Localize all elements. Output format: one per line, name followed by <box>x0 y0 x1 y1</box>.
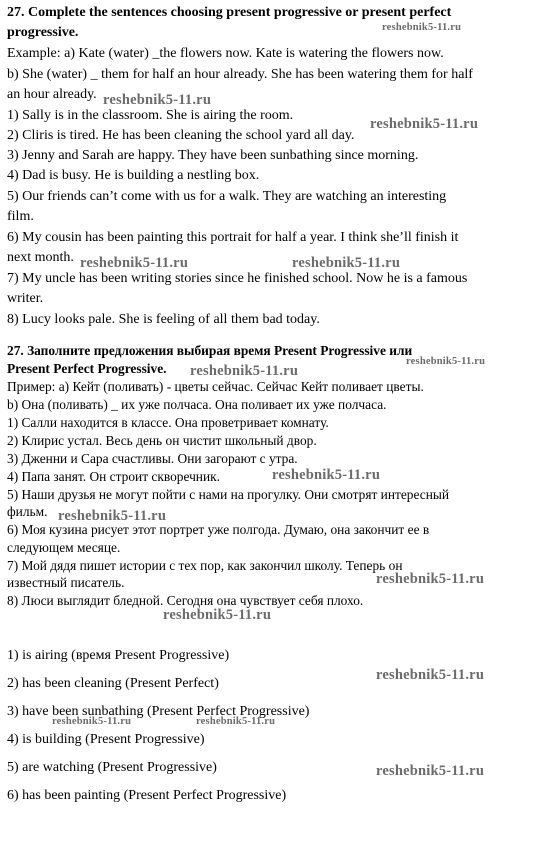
russian-sentence-1: 1) Салли находится в классе. Она проветривает комнату. <box>7 415 329 430</box>
watermark: reshebnik5-11.ru <box>292 255 401 271</box>
watermark: reshebnik5-11.ru <box>103 92 212 108</box>
russian-sentence-4: 4) Папа занят. Он строит скворечник. <box>7 469 220 484</box>
russian-sentence-6: 6) Моя кузина рисует этот портрет уже полгода. Думаю, она закончит ее в <box>7 522 430 537</box>
english-example-b: b) She (water) _ them for half an hour already. She has been watering them for half <box>7 67 473 82</box>
russian-example-b: b) Она (поливать) _ их уже полчаса. Она поливает их уже полчаса. <box>7 397 387 412</box>
russian-sentence-6-cont: следующем месяце. <box>7 540 121 555</box>
watermark: reshebnik5-11.ru <box>80 255 189 271</box>
answer-4: 4) is building (Present Progressive) <box>7 732 205 747</box>
english-example-b-cont: an hour already. <box>7 87 97 102</box>
watermark: reshebnik5-11.ru <box>406 356 486 367</box>
watermark: reshebnik5-11.ru <box>376 667 485 683</box>
english-heading-line-1: 27. Complete the sentences choosing present progressive or present perfect <box>7 5 452 20</box>
watermark: reshebnik5-11.ru <box>370 116 479 132</box>
russian-heading-line-1: 27. Заполните предложения выбирая время Present Progressive или <box>7 343 413 358</box>
english-sentence-6: 6) My cousin has been painting this portrait for half a year. I think she’ll finish it <box>7 230 459 245</box>
english-sentence-1: 1) Sally is in the classroom. She is airing the room. <box>7 108 294 123</box>
english-sentence-7-cont: writer. <box>7 291 44 306</box>
watermark: reshebnik5-11.ru <box>196 716 276 727</box>
watermark: reshebnik5-11.ru <box>52 716 132 727</box>
answer-5: 5) are watching (Present Progressive) <box>7 760 217 775</box>
watermark: reshebnik5-11.ru <box>272 467 381 483</box>
english-sentence-5: 5) Our friends can’t come with us for a walk. They are watching an interesting <box>7 189 447 204</box>
russian-sentence-7: 7) Мой дядя пишет истории с тех пор, как закончил школу. Теперь он <box>7 558 403 573</box>
answer-2: 2) has been cleaning (Present Perfect) <box>7 676 219 691</box>
english-sentence-6-cont: next month. <box>7 250 74 265</box>
russian-sentence-5-cont: фильм. <box>7 504 48 519</box>
answer-1: 1) is airing (время Present Progressive) <box>7 648 230 663</box>
watermark: reshebnik5-11.ru <box>163 607 272 623</box>
russian-example-a: Пример: а) Кейт (поливать) - цветы сейчас. Сейчас Кейт поливает цветы. <box>7 379 424 394</box>
english-sentence-4: 4) Dad is busy. He is building a nestling box. <box>7 168 260 183</box>
answer-3: 3) have been sunbathing (Present Perfect Progressive) <box>7 704 310 719</box>
russian-sentence-3: 3) Дженни и Сара счастливы. Они загорают с утра. <box>7 451 298 466</box>
russian-sentence-5: 5) Наши друзья не могут пойти с нами на прогулку. Они смотрят интересный <box>7 487 450 502</box>
watermark: reshebnik5-11.ru <box>376 571 485 587</box>
watermark: reshebnik5-11.ru <box>382 22 462 33</box>
english-sentence-8: 8) Lucy looks pale. She is feeling of all them bad today. <box>7 312 320 327</box>
russian-heading-line-2: Present Perfect Progressive. <box>7 361 167 376</box>
english-heading-line-2: progressive. <box>7 25 79 40</box>
english-sentence-5-cont: film. <box>7 209 34 224</box>
english-sentence-2: 2) Cliris is tired. He has been cleaning the school yard all day. <box>7 128 355 143</box>
russian-sentence-7-cont: известный писатель. <box>7 575 125 590</box>
watermark: reshebnik5-11.ru <box>58 508 167 524</box>
watermark: reshebnik5-11.ru <box>190 363 299 379</box>
russian-sentence-8: 8) Люси выглядит бледной. Сегодня она чувствует себя плохо. <box>7 593 364 608</box>
english-sentence-7: 7) My uncle has been writing stories since he finished school. Now he is a famous <box>7 271 468 286</box>
watermark: reshebnik5-11.ru <box>376 763 485 779</box>
answer-6: 6) has been painting (Present Perfect Progressive) <box>7 788 287 803</box>
english-example-a: Example: a) Kate (water) _the flowers now. Kate is watering the flowers now. <box>7 46 444 61</box>
russian-sentence-2: 2) Клирис устал. Весь день он чистит школьный двор. <box>7 433 317 448</box>
english-sentence-3: 3) Jenny and Sarah are happy. They have been sunbathing since morning. <box>7 148 419 163</box>
